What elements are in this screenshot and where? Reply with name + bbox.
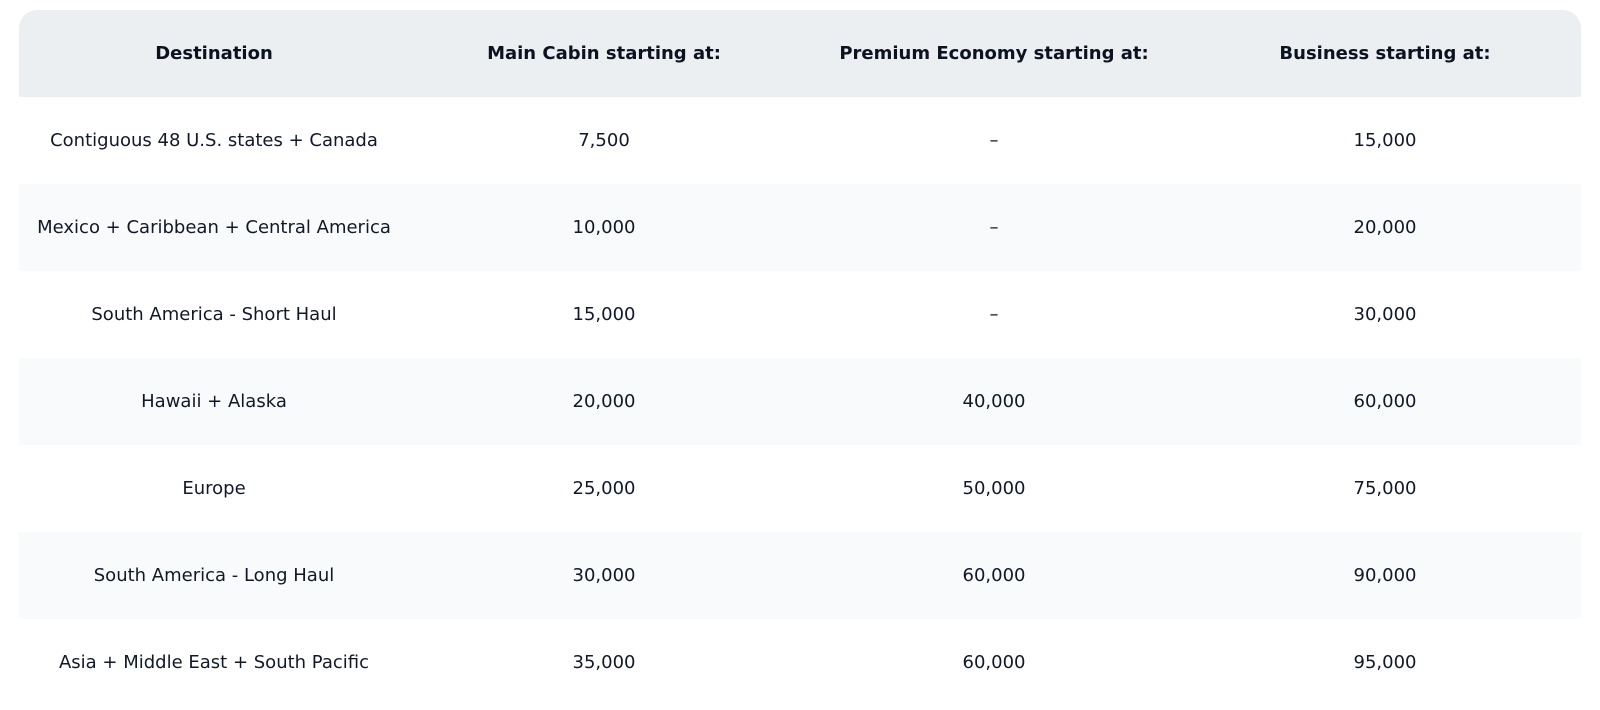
destination-cell: Contiguous 48 U.S. states + Canada [50, 130, 378, 151]
header-business: Business starting at: [1279, 43, 1491, 64]
business-cell: 95,000 [1353, 652, 1417, 673]
premium-economy-cell: 50,000 [962, 478, 1026, 499]
destination-cell: South America - Short Haul [91, 304, 337, 325]
table-row [19, 271, 1581, 358]
premium-economy-cell: 40,000 [962, 391, 1026, 412]
destination-cell: South America - Long Haul [93, 565, 335, 586]
table-body [19, 97, 1581, 706]
award-chart-table [19, 10, 1581, 706]
business-cell: 20,000 [1353, 217, 1417, 238]
main-cabin-cell: 25,000 [572, 478, 636, 499]
premium-economy-cell: 60,000 [962, 652, 1026, 673]
destination-cell: Asia + Middle East + South Pacific [58, 652, 370, 673]
premium-economy-cell: 60,000 [962, 565, 1026, 586]
main-cabin-cell: 15,000 [572, 304, 636, 325]
business-cell: 75,000 [1353, 478, 1417, 499]
award-chart-table-container [19, 10, 1581, 710]
main-cabin-cell: 35,000 [572, 652, 636, 673]
destination-cell: Europe [182, 478, 246, 499]
header-main-cabin: Main Cabin starting at: [487, 43, 721, 64]
main-cabin-cell: 20,000 [572, 391, 636, 412]
business-cell: 30,000 [1353, 304, 1417, 325]
table-row [19, 532, 1581, 619]
business-cell: 90,000 [1353, 565, 1417, 586]
table-header [19, 10, 1581, 97]
main-cabin-cell: 10,000 [572, 217, 636, 238]
destination-cell: Mexico + Caribbean + Central America [37, 217, 391, 238]
header-row [19, 10, 1581, 97]
premium-economy-cell: – [989, 304, 999, 325]
header-destination: Destination [155, 43, 273, 64]
table-row [19, 619, 1581, 706]
main-cabin-cell: 7,500 [578, 130, 630, 151]
table-row [19, 358, 1581, 445]
business-cell: 15,000 [1353, 130, 1417, 151]
table-row [19, 445, 1581, 532]
business-cell: 60,000 [1353, 391, 1417, 412]
header-premium-economy: Premium Economy starting at: [839, 43, 1149, 64]
main-cabin-cell: 30,000 [572, 565, 636, 586]
destination-cell: Hawaii + Alaska [141, 391, 287, 412]
table-row [19, 184, 1581, 271]
table-row [19, 97, 1581, 184]
premium-economy-cell: – [989, 130, 999, 151]
premium-economy-cell: – [989, 217, 999, 238]
